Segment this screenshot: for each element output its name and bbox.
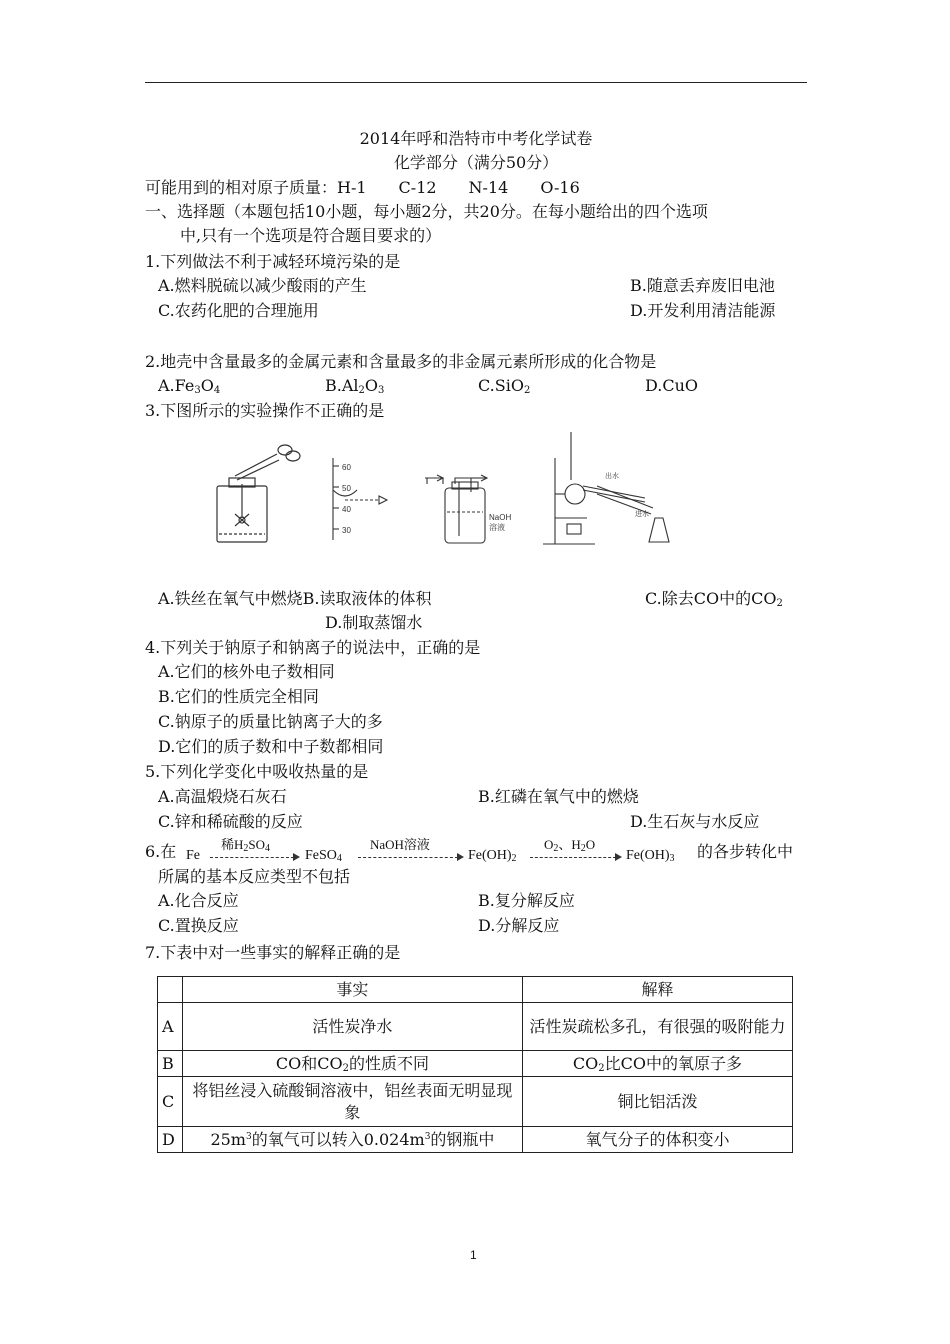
distillation-apparatus-icon — [543, 432, 669, 544]
q3-option-ab: A.铁丝在氧气中燃烧B.读取液体的体积 — [158, 589, 432, 608]
q5-stem: 5.下列化学变化中吸收热量的是 — [145, 762, 369, 781]
q4-option-d: D.它们的质子数和中子数都相同 — [158, 737, 384, 756]
q6-option-a: A.化合反应 — [158, 891, 239, 910]
q2-option-b: $B.Al_2O_3$ — [325, 376, 385, 396]
header-rule — [145, 82, 807, 83]
table-row — [158, 1003, 793, 1051]
table-row — [158, 1127, 793, 1153]
facts-table — [157, 976, 793, 1153]
gas-washing-bottle-icon — [425, 475, 487, 543]
q6-stem-line2: 所属的基本反应类型不包括 — [158, 867, 351, 886]
tick-label: 50 — [342, 484, 351, 493]
q4-option-c: C.钠原子的质量比钠离子大的多 — [158, 712, 383, 731]
row-label: A — [158, 1003, 183, 1051]
tick-label: 30 — [342, 526, 351, 535]
q6-prefix: 6.在 — [145, 842, 177, 861]
q1-option-c: C.农药化肥的合理施用 — [158, 301, 319, 320]
q1-option-d: D.开发利用清洁能源 — [630, 301, 776, 320]
row-fact: CO和$CO_2$的性质不同 — [182, 1051, 522, 1077]
row-fact: 将铝丝浸入硫酸铜溶液中，铝丝表面无明显现象 — [182, 1077, 522, 1127]
q1-option-a: A.燃料脱硫以减少酸雨的产生 — [158, 276, 367, 295]
row-explanation: 铜比铝活泼 — [522, 1077, 792, 1127]
q7-stem: 7.下表中对一些事实的解释正确的是 — [145, 943, 401, 962]
q2-option-c: C.SiO$_2$ — [478, 376, 531, 396]
atomic-masses: 可能用到的相对原子质量：H-1 C-12 N-14 O-16 — [145, 178, 580, 197]
header-fact: 事实 — [182, 977, 522, 1003]
q6-option-d: D.分解反应 — [478, 916, 560, 935]
q2-option-d: D.CuO — [645, 376, 699, 395]
feoh3-formula: $Fe(OH)_3$ — [626, 848, 675, 864]
q2-option-a: $A.Fe_3O_4$ — [158, 376, 221, 396]
row-explanation: 活性炭疏松多孔，有很强的吸附能力 — [522, 1003, 792, 1051]
q1-option-b: B.随意丢弃废旧电池 — [630, 276, 775, 295]
q5-option-a: A.高温煅烧石灰石 — [158, 787, 287, 806]
q3-option-d: D.制取蒸馏水 — [325, 613, 423, 632]
naoh-label: NaOH — [489, 513, 512, 522]
fe-formula: Fe — [186, 848, 200, 863]
reagent-o2-h2o: $O_2$、$H_2O$ — [544, 837, 596, 854]
section-intro-line2: 中,只有一个选项是符合题目要求的） — [180, 226, 442, 245]
reagent-naoh-solution: NaOH溶液 — [370, 837, 430, 852]
exam-subtitle: 化学部分（满分50分） — [393, 153, 559, 172]
row-label: B — [158, 1051, 183, 1077]
q6-option-c: C.置换反应 — [158, 916, 239, 935]
table-row — [158, 1077, 793, 1127]
row-label: D — [158, 1127, 183, 1153]
tongs-icon — [235, 445, 300, 480]
q3-option-c: C.除去CO中的$CO_2$ — [645, 589, 783, 609]
arrow-step1 — [210, 857, 294, 858]
q5-option-b: B.红磷在氧气中的燃烧 — [478, 787, 639, 806]
q6-suffix: 的各步转化中 — [697, 842, 794, 861]
q1-stem: 1.下列做法不利于减轻环境污染的是 — [145, 252, 401, 271]
tick-label: 60 — [342, 463, 351, 472]
feso4-formula: FeSO$_4$ — [305, 848, 342, 864]
tick-label: 40 — [342, 505, 351, 514]
q6-option-b: B.复分解反应 — [478, 891, 575, 910]
q2-stem: 2.地壳中含量最多的金属元素和含量最多的非金属元素所形成的化合物是 — [145, 352, 657, 371]
reagent-dilute-h2so4: 稀$H_2SO_4$ — [221, 837, 271, 854]
row-fact: $25m^3$的氧气可以转入$0.024m^3$的钢瓶中 — [182, 1127, 522, 1153]
q4-option-a: A.它们的核外电子数相同 — [158, 662, 335, 681]
oxygen-bottle-icon — [217, 478, 267, 542]
header-explanation: 解释 — [522, 977, 792, 1003]
q3-apparatus-figure — [205, 428, 705, 548]
solution-label: 溶液 — [489, 523, 505, 532]
q4-stem: 4.下列关于钠原子和钠离子的说法中，正确的是 — [145, 638, 481, 657]
table-row — [158, 1051, 793, 1077]
section-intro-line1: 一、选择题（本题包括10小题，每小题2分，共20分。在每小题给出的四个选项 — [145, 202, 708, 221]
row-label: C — [158, 1077, 183, 1127]
q3-stem: 3.下图所示的实验操作不正确的是 — [145, 401, 385, 420]
row-explanation: $CO_2$比CO中的氧原子多 — [522, 1051, 792, 1077]
water-in-label: 进水 — [635, 510, 649, 518]
q5-option-d: D.生石灰与水反应 — [630, 812, 760, 831]
row-explanation: 氧气分子的体积变小 — [522, 1127, 792, 1153]
exam-title: 2014年呼和浩特市中考化学试卷 — [359, 129, 593, 148]
water-out-label: 出水 — [605, 472, 619, 480]
row-fact: 活性炭净水 — [182, 1003, 522, 1051]
page-number: 1 — [470, 1248, 477, 1262]
q5-option-c: C.锌和稀硫酸的反应 — [158, 812, 303, 831]
arrow-step2 — [358, 857, 458, 858]
feoh2-formula: $Fe(OH)_2$ — [468, 848, 517, 864]
q4-option-b: B.它们的性质完全相同 — [158, 687, 319, 706]
table-header-row — [158, 977, 793, 1003]
arrow-step3 — [530, 857, 616, 858]
